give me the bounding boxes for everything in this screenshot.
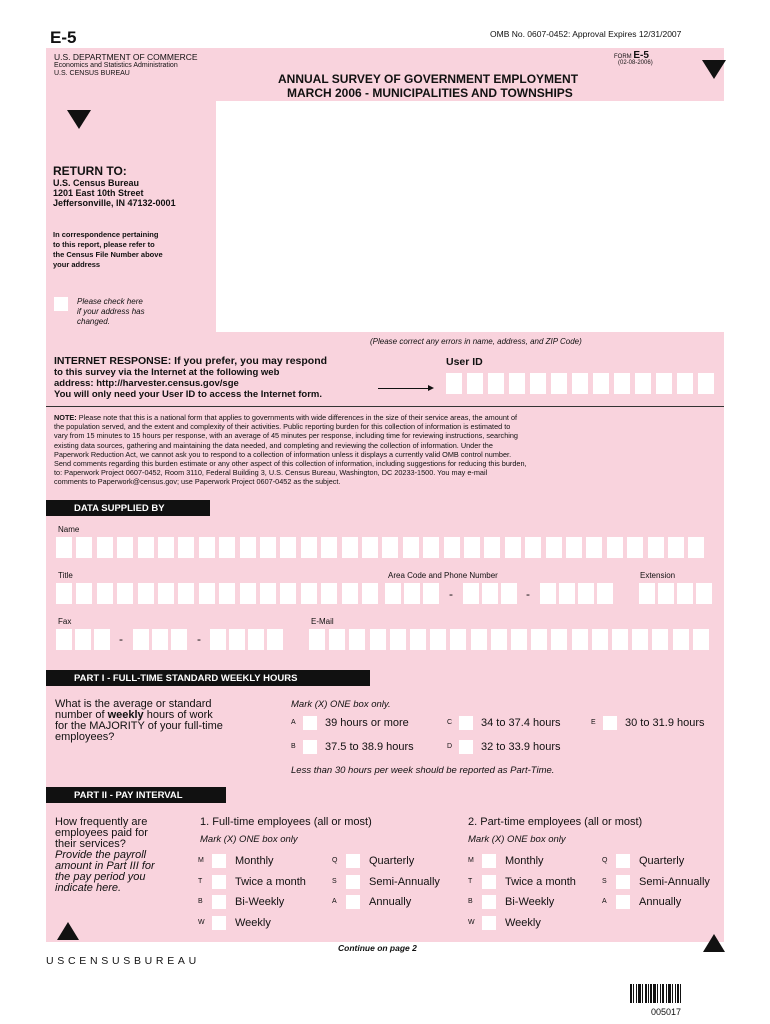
survey-title: ANNUAL SURVEY OF GOVERNMENT EMPLOYMENT — [278, 72, 579, 86]
user-id-char-box[interactable] — [488, 373, 504, 394]
name-char-box[interactable] — [97, 537, 113, 558]
name-char-box[interactable] — [301, 537, 317, 558]
email-char-box[interactable] — [329, 629, 345, 650]
extension-char-box[interactable] — [639, 583, 655, 604]
name-char-box[interactable] — [505, 537, 521, 558]
option-letter: C — [447, 719, 453, 726]
arrow-up-icon — [57, 922, 79, 940]
option-letter: S — [602, 878, 607, 885]
bureau-name: U.S. CENSUS BUREAU — [54, 70, 130, 77]
return-to-heading: RETURN TO: — [53, 164, 127, 178]
option-letter: M — [198, 857, 204, 864]
dept-name: U.S. DEPARTMENT OF COMMERCE — [54, 52, 198, 62]
title-char-box[interactable] — [76, 583, 92, 604]
title-char-box[interactable] — [56, 583, 72, 604]
email-char-box[interactable] — [592, 629, 608, 650]
continue-note: Continue on page 2 — [338, 943, 417, 953]
arrow-right-icon — [428, 385, 434, 391]
area-code-char-box[interactable] — [423, 583, 439, 604]
name-char-box[interactable] — [362, 537, 378, 558]
option-letter: Q — [332, 857, 338, 864]
address-changed-label: Please check here if your address has changed. — [77, 297, 145, 326]
arrow-down-icon — [67, 110, 91, 129]
email-char-box[interactable] — [471, 629, 487, 650]
option-letter: A — [291, 719, 296, 726]
email-char-box[interactable] — [309, 629, 325, 650]
user-id-char-box[interactable] — [593, 373, 609, 394]
fax-label: Fax — [58, 617, 72, 626]
phone-prefix-char-box[interactable] — [482, 583, 498, 604]
full-time-mark: Mark (X) ONE box only — [200, 834, 298, 845]
phone-dash: - — [526, 587, 530, 601]
email-char-box[interactable] — [430, 629, 446, 650]
return-address-2: 1201 East 10th Street — [53, 188, 144, 198]
user-id-char-box[interactable] — [656, 373, 672, 394]
fax-area-char-box[interactable] — [56, 629, 72, 650]
option-letter: W — [198, 919, 205, 926]
option-label: Twice a month — [235, 876, 306, 888]
fax-line-char-box[interactable] — [267, 629, 283, 650]
option-label: 39 hours or more — [325, 717, 409, 729]
fax-prefix-char-box[interactable] — [133, 629, 149, 650]
user-id-char-box[interactable] — [551, 373, 567, 394]
option-label: Weekly — [505, 917, 541, 929]
fax-line-char-box[interactable] — [248, 629, 264, 650]
part-time-twice-a-month-checkbox[interactable] — [482, 875, 496, 889]
email-char-box[interactable] — [410, 629, 426, 650]
form-label: FORM E-5 — [614, 50, 649, 61]
email-char-box[interactable] — [390, 629, 406, 650]
name-char-box[interactable] — [382, 537, 398, 558]
option-34-hours-checkbox[interactable] — [459, 716, 473, 730]
name-char-box[interactable] — [688, 537, 704, 558]
email-char-box[interactable] — [511, 629, 527, 650]
paperwork-note: NOTE: Please note that this is a national form that applies to governments with wide differences in the size of their service areas, the amount of the population served, and the extent and complexity of their activities. Public reporting burden for this collection of information is estimated to vary from 15 minutes to 15 hours per response, with an average of 45 minutes per response, including time for reviewing instructions, searching existing data sources, gathering and maintaining the data needed, and completing and reviewing the collection of information. Under the Paperwork Reduction Act, we cannot ask you to respond to a collection of information unless it displays a currently valid OMB control number. Send comments regarding this burden estimate or any other aspect of this collection of information, including suggestions for reducing this burden, to: Paperwork Project 0607-0452, Room 3110, Federal Building 3, U.S. Census Bureau, Washington, DC 20233-1500. You may e-mail comments to Paperwork@census.gov; use Paperwork Project 0607-0452 as the subject. — [54, 413, 527, 487]
full-time-title: 1. Full-time employees (all or most) — [200, 816, 372, 828]
survey-subtitle: MARCH 2006 - MUNICIPALITIES AND TOWNSHIPS — [287, 86, 573, 100]
option-label: Quarterly — [639, 855, 685, 867]
name-char-box[interactable] — [219, 537, 235, 558]
title-char-box[interactable] — [117, 583, 133, 604]
option-label: Twice a month — [505, 876, 576, 888]
internet-response-text: INTERNET RESPONSE: If you prefer, you may respond to this survey via the Internet at the following web address: http://harvester.census.gov/sge You will only need your User ID to access the Internet form. — [54, 355, 328, 400]
form-number: E-5 — [633, 50, 649, 61]
option-label: 34 to 37.4 hours — [481, 717, 561, 729]
option-32-hours-checkbox[interactable] — [459, 740, 473, 754]
user-id-char-box[interactable] — [677, 373, 693, 394]
full-time-semi-annually-checkbox[interactable] — [346, 875, 360, 889]
email-char-box[interactable] — [632, 629, 648, 650]
name-char-box[interactable] — [464, 537, 480, 558]
title-char-box[interactable] — [240, 583, 256, 604]
email-char-box[interactable] — [370, 629, 386, 650]
arrow-up-icon — [703, 934, 725, 952]
full-time-quarterly-checkbox[interactable] — [346, 854, 360, 868]
correspondence-note: In correspondence pertaining to this report, please refer to the Census File Number above your address — [53, 230, 163, 269]
part2-question: How frequently are employees paid for their services? Provide the payroll amount in Part III for the pay period you indicate here. — [55, 816, 155, 894]
option-label: Monthly — [235, 855, 274, 867]
phone-line-char-box[interactable] — [540, 583, 556, 604]
name-char-box[interactable] — [668, 537, 684, 558]
part1-header: PART I - FULL-TIME STANDARD WEEKLY HOURS — [46, 670, 370, 686]
option-letter: B — [198, 898, 203, 905]
option-label: Semi-Annually — [639, 876, 710, 888]
option-letter: A — [602, 898, 607, 905]
option-label: Quarterly — [369, 855, 415, 867]
title-char-box[interactable] — [199, 583, 215, 604]
option-letter: M — [468, 857, 474, 864]
arrow-right-icon — [378, 388, 430, 389]
fax-dash: - — [119, 632, 123, 646]
user-id-char-box[interactable] — [698, 373, 714, 394]
return-address-3: Jeffersonville, IN 47132-0001 — [53, 198, 176, 208]
name-char-box[interactable] — [566, 537, 582, 558]
user-id-label: User ID — [446, 356, 483, 368]
name-char-box[interactable] — [525, 537, 541, 558]
name-char-box[interactable] — [199, 537, 215, 558]
option-label: Monthly — [505, 855, 544, 867]
option-label: Bi-Weekly — [505, 896, 555, 908]
name-char-box[interactable] — [403, 537, 419, 558]
option-30-hours-checkbox[interactable] — [603, 716, 617, 730]
part1-mark-instruction: Mark (X) ONE box only. — [291, 699, 391, 710]
name-char-box[interactable] — [444, 537, 460, 558]
title-char-box[interactable] — [158, 583, 174, 604]
option-label: 30 to 31.9 hours — [625, 717, 705, 729]
part-time-bi-weekly-checkbox[interactable] — [482, 895, 496, 909]
email-char-box[interactable] — [491, 629, 507, 650]
email-char-box[interactable] — [551, 629, 567, 650]
option-label: 32 to 33.9 hours — [481, 741, 561, 753]
full-time-bi-weekly-checkbox[interactable] — [212, 895, 226, 909]
name-char-box[interactable] — [240, 537, 256, 558]
part2-header: PART II - PAY INTERVAL — [46, 787, 226, 803]
omb-number: OMB No. 0607-0452: Approval Expires 12/31/2007 — [490, 29, 682, 39]
fax-prefix-char-box[interactable] — [171, 629, 187, 650]
fax-line-char-box[interactable] — [210, 629, 226, 650]
full-time-weekly-checkbox[interactable] — [212, 916, 226, 930]
address-changed-checkbox[interactable] — [54, 297, 68, 311]
census-bureau-wordmark: USCENSUSBUREAU — [46, 955, 200, 967]
phone-line-char-box[interactable] — [559, 583, 575, 604]
part-time-title: 2. Part-time employees (all or most) — [468, 816, 643, 828]
part-time-quarterly-checkbox[interactable] — [616, 854, 630, 868]
title-label: Title — [58, 571, 73, 580]
name-char-box[interactable] — [321, 537, 337, 558]
correct-errors-note: (Please correct any errors in name, address, and ZIP Code) — [370, 337, 582, 346]
option-label: 37.5 to 38.9 hours — [325, 741, 414, 753]
email-char-box[interactable] — [673, 629, 689, 650]
email-char-box[interactable] — [693, 629, 709, 650]
title-char-box[interactable] — [280, 583, 296, 604]
option-label: Semi-Annually — [369, 876, 440, 888]
barcode-number: 005017 — [651, 1007, 682, 1017]
title-char-box[interactable] — [260, 583, 276, 604]
name-char-box[interactable] — [260, 537, 276, 558]
option-label: Bi-Weekly — [235, 896, 285, 908]
fax-prefix-char-box[interactable] — [152, 629, 168, 650]
title-char-box[interactable] — [138, 583, 154, 604]
name-char-box[interactable] — [280, 537, 296, 558]
barcode — [630, 984, 698, 1003]
title-char-box[interactable] — [342, 583, 358, 604]
data-supplied-header: DATA SUPPLIED BY — [46, 500, 210, 516]
phone-prefix-char-box[interactable] — [463, 583, 479, 604]
phone-prefix-char-box[interactable] — [501, 583, 517, 604]
option-letter: D — [447, 743, 453, 750]
extension-label: Extension — [640, 571, 676, 580]
full-time-annually-checkbox[interactable] — [346, 895, 360, 909]
area-code-char-box[interactable] — [404, 583, 420, 604]
email-char-box[interactable] — [349, 629, 365, 650]
form-id: E-5 — [50, 28, 77, 47]
full-time-monthly-checkbox[interactable] — [212, 854, 226, 868]
extension-char-box[interactable] — [677, 583, 693, 604]
name-char-box[interactable] — [648, 537, 664, 558]
user-id-char-box[interactable] — [530, 373, 546, 394]
full-time-twice-a-month-checkbox[interactable] — [212, 875, 226, 889]
name-char-box[interactable] — [546, 537, 562, 558]
form-date: (02-08-2006) — [618, 60, 653, 66]
phone-line-char-box[interactable] — [597, 583, 613, 604]
name-char-box[interactable] — [627, 537, 643, 558]
name-char-box[interactable] — [586, 537, 602, 558]
user-id-char-box[interactable] — [509, 373, 525, 394]
email-char-box[interactable] — [612, 629, 628, 650]
email-char-box[interactable] — [572, 629, 588, 650]
phone-label: Area Code and Phone Number — [388, 571, 498, 580]
user-id-char-box[interactable] — [446, 373, 462, 394]
option-letter: S — [332, 878, 337, 885]
name-label: Name — [58, 525, 80, 534]
option-letter: E — [591, 719, 596, 726]
extension-char-box[interactable] — [658, 583, 674, 604]
fax-dash: - — [197, 632, 201, 646]
title-char-box[interactable] — [178, 583, 194, 604]
title-char-box[interactable] — [321, 583, 337, 604]
part-time-semi-annually-checkbox[interactable] — [616, 875, 630, 889]
email-label: E-Mail — [311, 617, 334, 626]
email-char-box[interactable] — [531, 629, 547, 650]
user-id-char-box[interactable] — [467, 373, 483, 394]
part1-question: What is the average or standard number of weekly hours of work for the MAJORITY of your full-time employees? — [55, 698, 223, 743]
option-label: Annually — [639, 896, 682, 908]
admin-name: Economics and Statistics Administration — [54, 62, 178, 69]
name-char-box[interactable] — [342, 537, 358, 558]
title-char-box[interactable] — [219, 583, 235, 604]
option-label: Weekly — [235, 917, 271, 929]
option-letter: T — [468, 878, 473, 885]
name-char-box[interactable] — [484, 537, 500, 558]
phone-line-char-box[interactable] — [578, 583, 594, 604]
part-time-annually-checkbox[interactable] — [616, 895, 630, 909]
name-char-box[interactable] — [76, 537, 92, 558]
user-id-char-box[interactable] — [614, 373, 630, 394]
phone-dash: - — [449, 587, 453, 601]
option-letter: B — [468, 898, 473, 905]
arrow-down-icon — [702, 60, 726, 79]
name-char-box[interactable] — [607, 537, 623, 558]
email-char-box[interactable] — [450, 629, 466, 650]
title-char-box[interactable] — [362, 583, 378, 604]
user-id-char-box[interactable] — [635, 373, 651, 394]
email-char-box[interactable] — [652, 629, 668, 650]
title-char-box[interactable] — [301, 583, 317, 604]
option-letter: W — [468, 919, 475, 926]
part-time-monthly-checkbox[interactable] — [482, 854, 496, 868]
fax-area-char-box[interactable] — [94, 629, 110, 650]
name-char-box[interactable] — [158, 537, 174, 558]
part-time-mark: Mark (X) ONE box only — [468, 834, 566, 845]
option-letter: Q — [602, 857, 608, 864]
name-char-box[interactable] — [56, 537, 72, 558]
extension-char-box[interactable] — [696, 583, 712, 604]
name-char-box[interactable] — [138, 537, 154, 558]
option-37-hours-checkbox[interactable] — [303, 740, 317, 754]
user-id-char-box[interactable] — [572, 373, 588, 394]
name-char-box[interactable] — [423, 537, 439, 558]
option-letter: T — [198, 878, 203, 885]
option-label: Annually — [369, 896, 412, 908]
name-char-box[interactable] — [178, 537, 194, 558]
title-char-box[interactable] — [97, 583, 113, 604]
option-letter: A — [332, 898, 337, 905]
part1-note: Less than 30 hours per week should be reported as Part-Time. — [291, 765, 555, 776]
option-letter: B — [291, 743, 296, 750]
return-address-1: U.S. Census Bureau — [53, 178, 140, 188]
fax-area-char-box[interactable] — [75, 629, 91, 650]
fax-line-char-box[interactable] — [229, 629, 245, 650]
part-time-weekly-checkbox[interactable] — [482, 916, 496, 930]
name-char-box[interactable] — [117, 537, 133, 558]
option-39-hours-checkbox[interactable] — [303, 716, 317, 730]
area-code-char-box[interactable] — [385, 583, 401, 604]
